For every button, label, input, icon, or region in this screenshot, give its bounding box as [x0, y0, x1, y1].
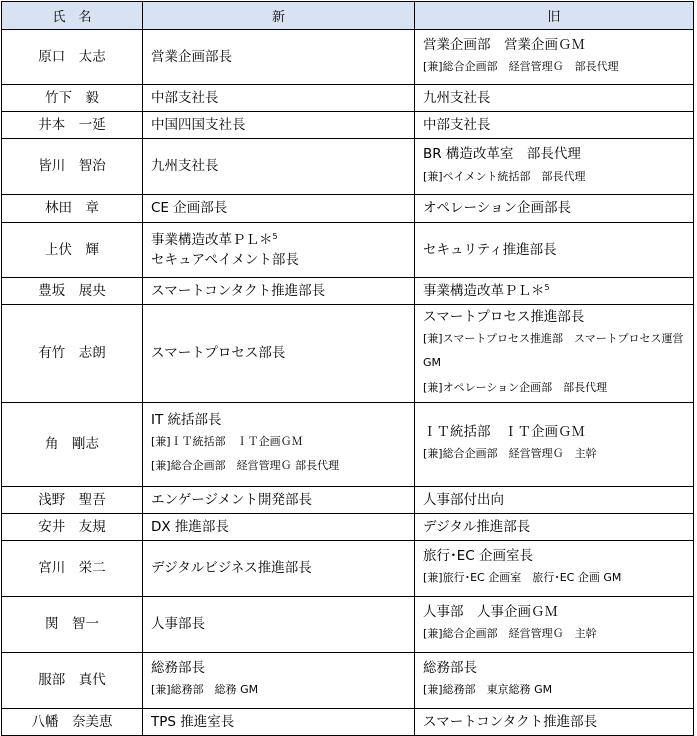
table-row: [2, 223, 694, 278]
table-row: [2, 30, 694, 85]
table-row: [2, 708, 694, 735]
table-row: [2, 195, 694, 223]
new-position-title: 中国四国支社長: [151, 116, 246, 133]
new-position-cell: [143, 139, 415, 195]
old-position-title: 営業企画部 営業企画ＧＭ: [423, 36, 585, 53]
old-position-concurrent-role: [兼]旅行･EC 企画室 旅行･EC 企画 GM: [423, 571, 622, 585]
person-name: 八幡 奈美恵: [2, 708, 143, 735]
old-position-concurrent-role: [兼]スマートプロセス推進部 スマートプロセス運営 GM: [423, 332, 684, 370]
person-name: 竹下 毅: [2, 85, 143, 112]
person-name: 豊坂 展央: [2, 278, 143, 305]
person-name: 角 剛志: [2, 402, 143, 486]
new-position-cell: [143, 596, 415, 652]
table-row: [2, 513, 694, 540]
old-position-title: 旅行･EC 企画室長: [423, 548, 533, 565]
new-position-cell: [143, 652, 415, 708]
old-position-cell: [415, 596, 694, 652]
person-name: 原口 太志: [2, 30, 143, 85]
person-name: 皆川 智治: [2, 139, 143, 195]
old-position-cell: [415, 305, 694, 403]
new-position-title-secondary: セキュアペイメント部長: [151, 252, 299, 268]
old-position-cell: [415, 139, 694, 195]
person-name: 宮川 栄二: [2, 540, 143, 596]
person-name: 井本 一延: [2, 112, 143, 139]
new-position-cell: [143, 85, 415, 112]
old-position-concurrent-role: [兼]総合企画部 経営管理Ｇ 主幹: [423, 627, 597, 641]
person-name: 服部 真代: [2, 652, 143, 708]
table-row: [2, 305, 694, 403]
table-row: [2, 652, 694, 708]
old-position-title: デジタル推進部長: [423, 518, 531, 535]
new-position-title: エンゲージメント開発部長: [151, 491, 313, 508]
old-position-title: 人事部付出向: [423, 491, 504, 508]
old-position-cell: [415, 513, 694, 540]
old-position-title: 人事部 人事企画ＧＭ: [423, 604, 558, 621]
old-position-title: オペレーション企画部長: [423, 200, 571, 217]
new-position-cell: [143, 708, 415, 735]
new-position-title: CE 企画部長: [151, 200, 228, 217]
footnote-marker: 5: [544, 282, 550, 292]
table-row: [2, 278, 694, 305]
table-row: [2, 112, 694, 139]
new-position-cell: [143, 540, 415, 596]
table-row: [2, 486, 694, 513]
old-position-cell: [415, 112, 694, 139]
old-position-cell: [415, 85, 694, 112]
old-position-cell: [415, 195, 694, 223]
table-row: [2, 402, 694, 486]
old-position-concurrent-role: [兼]総務部 東京総務 GM: [423, 683, 553, 697]
old-position-title: BR 構造改革室 部長代理: [423, 146, 581, 163]
old-position-concurrent-role: [兼]総合企画部 経営管理Ｇ 主幹: [423, 447, 597, 461]
old-position-concurrent-role: [兼]総合企画部 経営管理Ｇ 部長代理: [423, 60, 619, 74]
table-row: [2, 596, 694, 652]
new-position-concurrent-role: [兼]総務部 総務 GM: [151, 683, 259, 697]
new-position-title: 九州支社長: [151, 158, 219, 175]
old-position-title: セキュリティ推進部長: [423, 241, 557, 258]
new-position-title: 中部支社長: [151, 89, 219, 106]
new-position-cell: [143, 486, 415, 513]
new-position-title: スマートプロセス部長: [151, 345, 286, 362]
new-position-cell: [143, 195, 415, 223]
person-name: 林田 章: [2, 195, 143, 223]
old-position-title: 中部支社長: [423, 116, 491, 133]
old-position-cell: [415, 223, 694, 278]
footnote-marker: 5: [272, 231, 278, 241]
new-position-cell: [143, 278, 415, 305]
person-name: 浅野 聖吾: [2, 486, 143, 513]
new-position-title: 人事部長: [151, 616, 205, 633]
old-position-cell: [415, 708, 694, 735]
old-position-cell: [415, 652, 694, 708]
new-position-cell: [143, 305, 415, 403]
old-position-title: ＩＴ統括部 ＩＴ企画ＧＭ: [423, 424, 585, 441]
old-position-title: スマートコンタクト推進部長: [423, 713, 598, 730]
new-position-title: 事業構造改革ＰＬ＊$^5$: [151, 231, 278, 248]
new-position-title: TPS 推進室長: [151, 713, 235, 730]
old-position-cell: [415, 486, 694, 513]
new-position-cell: [143, 402, 415, 486]
old-position-title: 総務部長: [423, 660, 477, 677]
old-position-title: スマートプロセス推進部長: [423, 309, 585, 325]
table-row: [2, 139, 694, 195]
new-position-title: IT 統括部長: [151, 412, 222, 428]
new-position-cell: [143, 112, 415, 139]
table-body: [2, 30, 694, 736]
new-position-title: DX 推進部長: [151, 518, 229, 535]
new-position-title: デジタルビジネス推進部長: [151, 560, 312, 577]
new-position-concurrent-role: [兼]総合企画部 経営管理Ｇ 部長代理: [151, 459, 340, 473]
old-position-cell: [415, 540, 694, 596]
old-position-cell: [415, 30, 694, 85]
new-position-concurrent-role: [兼]ＩＴ統括部 ＩＴ企画ＧＭ: [151, 435, 303, 449]
old-position-cell: [415, 278, 694, 305]
header-row: [2, 2, 694, 30]
new-position-title: 総務部長: [151, 660, 205, 677]
old-position-title: 事業構造改革ＰＬ＊$^5$: [423, 282, 550, 299]
header-old: 旧: [415, 2, 694, 30]
header-name: 氏 名: [2, 2, 143, 30]
new-position-title: 営業企画部長: [151, 48, 232, 65]
person-name: 安井 友規: [2, 513, 143, 540]
table-row: [2, 540, 694, 596]
old-position-concurrent-role: [兼]オペレーション企画部 部長代理: [423, 380, 608, 394]
personnel-table: [1, 1, 694, 736]
header-new: 新: [143, 2, 415, 30]
old-position-concurrent-role: [兼]ペイメント統括部 部長代理: [423, 169, 586, 183]
person-name: 上伏 輝: [2, 223, 143, 278]
new-position-cell: [143, 30, 415, 85]
table-row: [2, 85, 694, 112]
new-position-cell: [143, 223, 415, 278]
old-position-title: 九州支社長: [423, 89, 491, 106]
person-name: 関 智一: [2, 596, 143, 652]
new-position-cell: [143, 513, 415, 540]
old-position-cell: [415, 402, 694, 486]
new-position-title: スマートコンタクト推進部長: [151, 282, 326, 299]
person-name: 有竹 志朗: [2, 305, 143, 403]
